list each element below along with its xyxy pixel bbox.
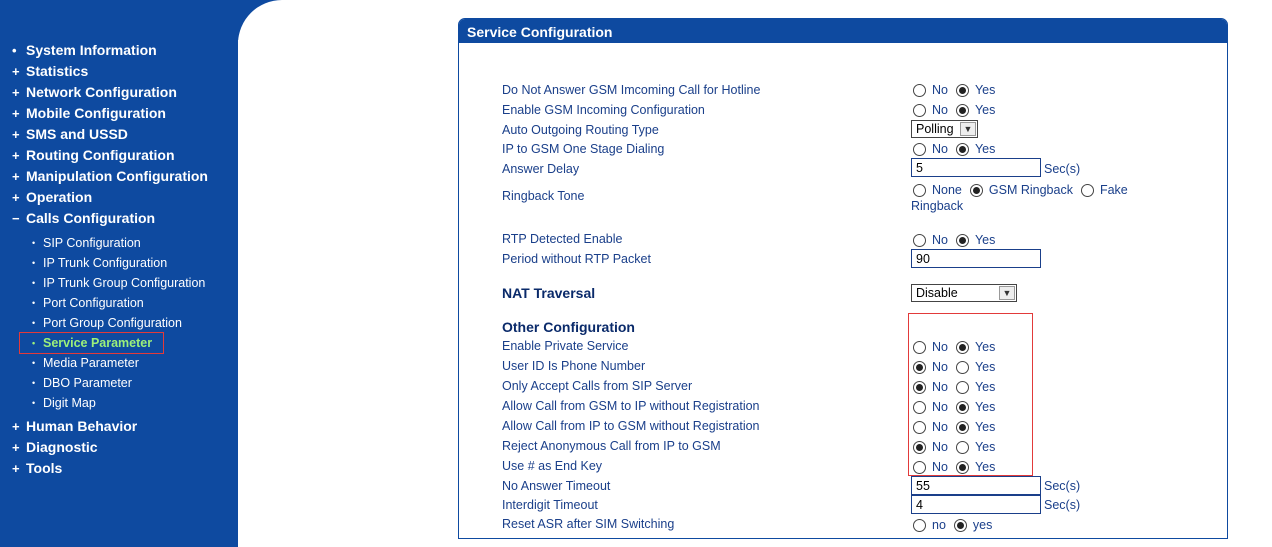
private-service-label: Enable Private Service — [502, 339, 629, 353]
gsm-to-ip-label: Allow Call from GSM to IP without Registration — [502, 399, 760, 413]
answer-delay-unit: Sec(s) — [1044, 162, 1081, 176]
nav-port-configuration[interactable]: • Port Configuration — [32, 296, 144, 310]
interdigit-timeout-label: Interdigit Timeout — [502, 498, 598, 512]
hash-end-key-yes-option[interactable]: Yes — [956, 459, 995, 475]
radio-checked-icon[interactable] — [956, 341, 969, 354]
gsm-incoming-label: Enable GSM Incoming Configuration — [502, 103, 705, 117]
interdigit-timeout-input[interactable] — [911, 495, 1041, 514]
hotline-radio-group — [913, 82, 1003, 101]
reject-anon-label: Reject Anonymous Call from IP to GSM — [502, 439, 721, 453]
ringback-none-option[interactable]: None — [913, 182, 962, 198]
gsm-incoming-yes-option[interactable]: Yes — [956, 102, 995, 118]
no-answer-timeout-label: No Answer Timeout — [502, 479, 611, 493]
radio-checked-icon[interactable] — [913, 361, 926, 374]
answer-delay-input[interactable] — [911, 158, 1041, 177]
radio-checked-icon[interactable] — [956, 461, 969, 474]
nav-port-group-configuration[interactable]: • Port Group Configuration — [32, 316, 182, 330]
ip-to-gsm-yes-option[interactable]: Yes — [956, 419, 995, 435]
radio-icon[interactable] — [913, 184, 926, 197]
nat-traversal-select[interactable]: Disable ▼ — [911, 284, 1017, 302]
hotline-label: Do Not Answer GSM Imcoming Call for Hotline — [502, 83, 761, 97]
accept-sip-radio-group — [913, 379, 1003, 398]
nav-human-behavior[interactable]: + Human Behavior — [12, 418, 138, 434]
one-stage-label: IP to GSM One Stage Dialing — [502, 142, 665, 156]
radio-checked-icon[interactable] — [956, 143, 969, 156]
radio-icon[interactable] — [913, 104, 926, 117]
ip-to-gsm-radio-group — [913, 419, 1003, 438]
ringback-gsm-option[interactable]: GSM Ringback — [970, 182, 1073, 198]
hash-end-key-no-option[interactable]: No — [913, 459, 948, 475]
radio-checked-icon[interactable] — [956, 84, 969, 97]
panel-title: Service Configuration — [459, 19, 1227, 43]
active-item-highlight — [19, 332, 164, 354]
ip-to-gsm-label: Allow Call from IP to GSM without Registration — [502, 419, 760, 433]
accept-sip-no-option[interactable]: No — [913, 379, 948, 395]
radio-icon[interactable] — [1081, 184, 1094, 197]
hotline-no-option[interactable]: No — [913, 82, 948, 98]
sidebar-corner-curve — [238, 0, 282, 40]
nav-manipulation-configuration[interactable]: + Manipulation Configuration — [12, 168, 208, 184]
nav-routing-configuration[interactable]: + Routing Configuration — [12, 147, 175, 163]
gsm-to-ip-yes-option[interactable]: Yes — [956, 399, 995, 415]
nav-system-information[interactable]: • System Information — [12, 42, 157, 58]
nav-tools[interactable]: + Tools — [12, 460, 63, 476]
radio-checked-icon[interactable] — [954, 519, 967, 532]
radio-checked-icon[interactable] — [956, 104, 969, 117]
chevron-down-icon[interactable]: ▼ — [960, 122, 976, 136]
hash-end-key-radio-group — [913, 459, 1003, 478]
nav-mobile-configuration[interactable]: + Mobile Configuration — [12, 105, 166, 121]
radio-icon[interactable] — [913, 519, 926, 532]
routing-type-label: Auto Outgoing Routing Type — [502, 123, 659, 137]
rtp-detected-yes-option[interactable]: Yes — [956, 232, 995, 248]
gsm-to-ip-radio-group — [913, 399, 1003, 418]
radio-checked-icon[interactable] — [970, 184, 983, 197]
radio-icon[interactable] — [956, 441, 969, 454]
reset-asr-label: Reset ASR after SIM Switching — [502, 517, 675, 531]
rtp-detected-label: RTP Detected Enable — [502, 232, 623, 246]
ringback-label: Ringback Tone — [502, 189, 585, 203]
radio-icon[interactable] — [913, 421, 926, 434]
other-configuration-heading: Other Configuration — [502, 319, 635, 335]
radio-checked-icon[interactable] — [913, 381, 926, 394]
chevron-down-icon[interactable]: ▼ — [999, 286, 1015, 300]
radio-icon[interactable] — [913, 234, 926, 247]
reject-anon-yes-option[interactable]: Yes — [956, 439, 995, 455]
accept-sip-yes-option[interactable]: Yes — [956, 379, 995, 395]
nav-sms-and-ussd[interactable]: + SMS and USSD — [12, 126, 128, 142]
user-id-phone-no-option[interactable]: No — [913, 359, 948, 375]
nav-ip-trunk-group-configuration[interactable]: • IP Trunk Group Configuration — [32, 276, 206, 290]
rtp-detected-radio-group — [913, 232, 1003, 251]
radio-icon[interactable] — [913, 341, 926, 354]
nav-media-parameter[interactable]: • Media Parameter — [32, 356, 139, 370]
no-answer-timeout-input[interactable] — [911, 476, 1041, 495]
private-service-yes-option[interactable]: Yes — [956, 339, 995, 355]
radio-checked-icon[interactable] — [956, 401, 969, 414]
gsm-incoming-no-option[interactable]: No — [913, 102, 948, 118]
nav-statistics[interactable]: + Statistics — [12, 63, 89, 79]
sidebar — [0, 0, 238, 547]
no-answer-timeout-unit: Sec(s) — [1044, 479, 1081, 493]
radio-icon[interactable] — [956, 381, 969, 394]
nav-sip-configuration[interactable]: • SIP Configuration — [32, 236, 141, 250]
reset-asr-no-option[interactable]: no — [913, 517, 946, 533]
nav-operation[interactable]: + Operation — [12, 189, 93, 205]
interdigit-timeout-unit: Sec(s) — [1044, 498, 1081, 512]
nav-dbo-parameter[interactable]: • DBO Parameter — [32, 376, 132, 390]
user-id-phone-yes-option[interactable]: Yes — [956, 359, 995, 375]
nav-diagnostic[interactable]: + Diagnostic — [12, 439, 98, 455]
radio-checked-icon[interactable] — [956, 234, 969, 247]
answer-delay-label: Answer Delay — [502, 162, 580, 176]
nav-calls-configuration[interactable]: − Calls Configuration — [12, 210, 156, 226]
ringback-fake-continued: Ringback — [911, 199, 964, 213]
radio-icon[interactable] — [913, 401, 926, 414]
rtp-period-label: Period without RTP Packet — [502, 252, 651, 266]
rtp-period-input[interactable] — [911, 249, 1041, 268]
user-id-phone-radio-group — [913, 359, 1003, 378]
radio-checked-icon[interactable] — [913, 441, 926, 454]
hash-end-key-label: Use # as End Key — [502, 459, 603, 473]
radio-icon[interactable] — [913, 84, 926, 97]
radio-checked-icon[interactable] — [956, 421, 969, 434]
rtp-detected-no-option[interactable]: No — [913, 232, 948, 248]
reset-asr-radio-group — [913, 517, 1000, 536]
nav-digit-map[interactable]: • Digit Map — [32, 396, 96, 410]
ringback-fake-option[interactable]: Fake — [1081, 182, 1128, 198]
radio-icon[interactable] — [956, 361, 969, 374]
nav-service-parameter[interactable]: • Service Parameter — [32, 336, 153, 350]
nat-traversal-label: NAT Traversal — [502, 285, 596, 301]
nav-ip-trunk-configuration[interactable]: • IP Trunk Configuration — [32, 256, 168, 270]
radio-icon[interactable] — [913, 461, 926, 474]
private-service-radio-group — [913, 339, 1003, 358]
hotline-yes-option[interactable]: Yes — [956, 82, 995, 98]
private-service-no-option[interactable]: No — [913, 339, 948, 355]
gsm-to-ip-no-option[interactable]: No — [913, 399, 948, 415]
accept-sip-label: Only Accept Calls from SIP Server — [502, 379, 693, 393]
reset-asr-yes-option[interactable]: yes — [954, 517, 992, 533]
routing-type-select[interactable]: Polling ▼ — [911, 120, 978, 138]
one-stage-no-option[interactable]: No — [913, 141, 948, 157]
one-stage-yes-option[interactable]: Yes — [956, 141, 995, 157]
reject-anon-radio-group — [913, 439, 1003, 458]
reject-anon-no-option[interactable]: No — [913, 439, 948, 455]
ip-to-gsm-no-option[interactable]: No — [913, 419, 948, 435]
one-stage-radio-group — [913, 141, 1003, 160]
user-id-phone-label: User ID Is Phone Number — [502, 359, 646, 373]
nav-network-configuration[interactable]: + Network Configuration — [12, 84, 177, 100]
gsm-incoming-radio-group — [913, 102, 1003, 121]
radio-icon[interactable] — [913, 143, 926, 156]
